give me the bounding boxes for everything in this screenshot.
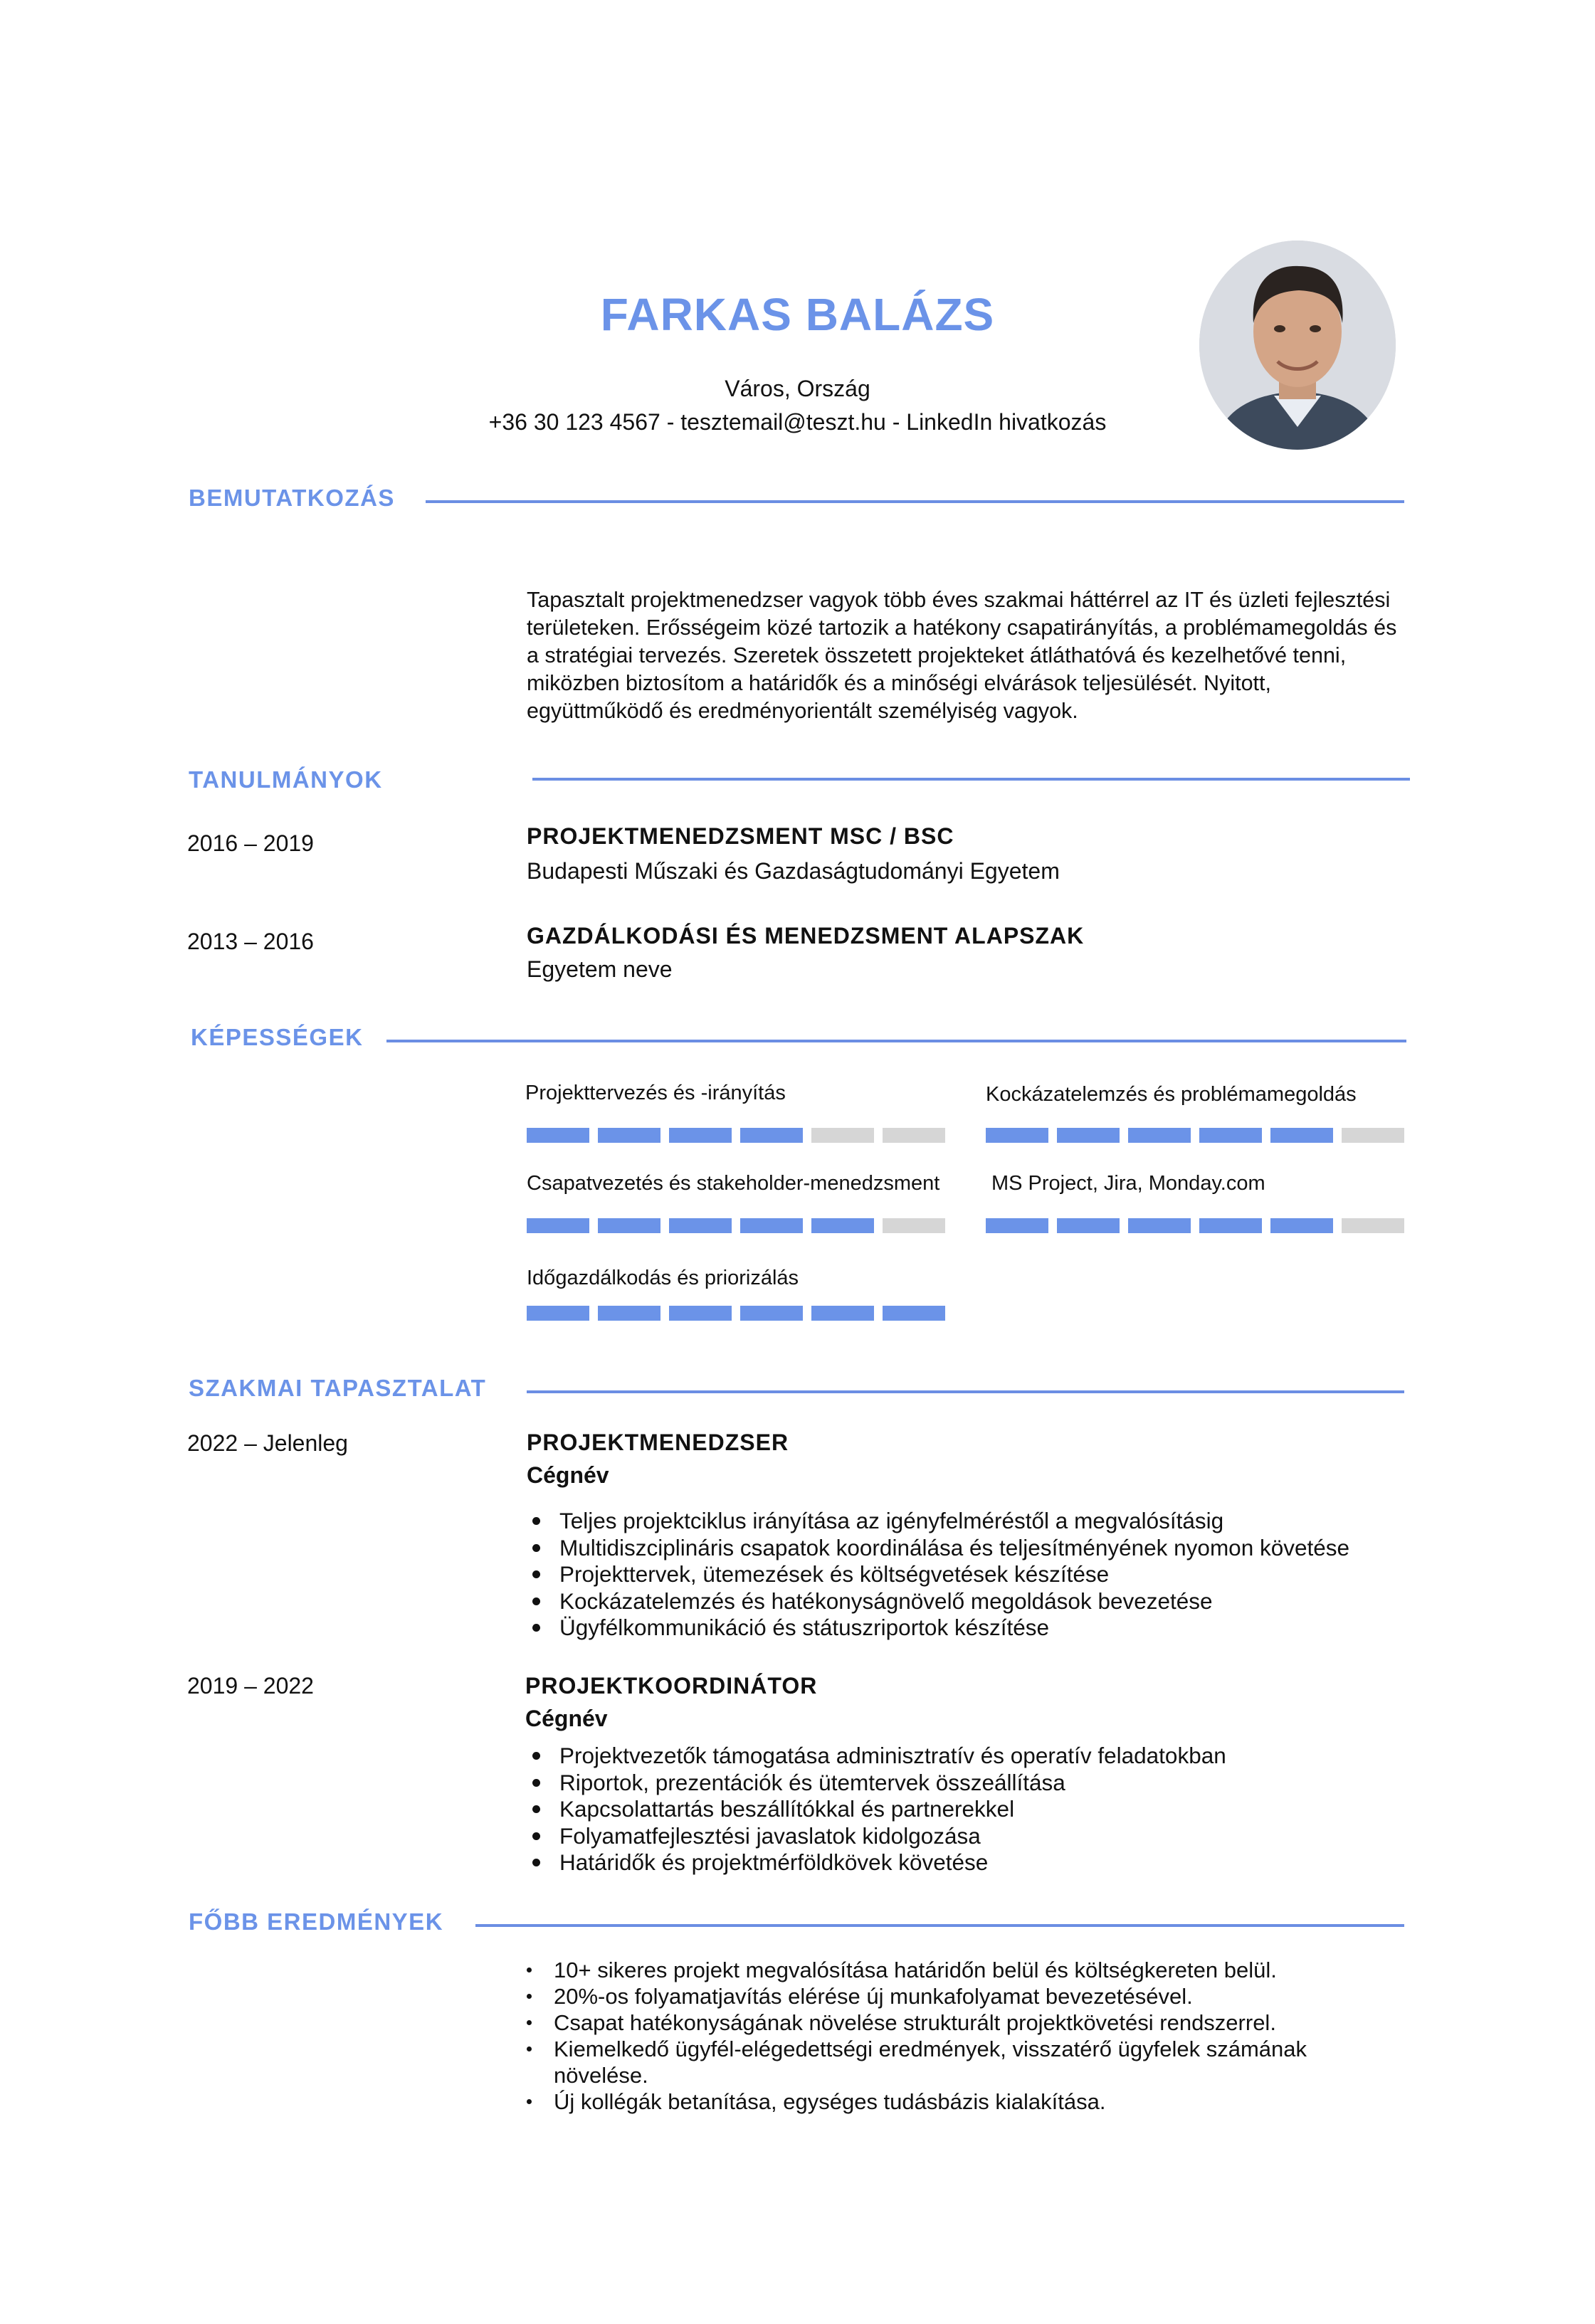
list-item: 20%-os folyamatjavítás elérése új munkafolyamat bevezetésével. [525,1983,1401,2009]
skill-label: MS Project, Jira, Monday.com [991,1172,1265,1195]
skill-level-bar [527,1128,945,1143]
skill-bar-filled [1270,1128,1333,1143]
skill-bar-filled [1199,1218,1262,1233]
skill-bar-filled [598,1306,660,1321]
section-heading-intro: BEMUTATKOZÁS [189,485,395,511]
skill-bar-filled [1270,1218,1333,1233]
achievements-list [525,1957,1401,2115]
skill-bar-empty [883,1128,945,1143]
skill-bar-empty [1342,1128,1404,1143]
list-item: Kapcsolattartás beszállítókkal és partnerekkel [530,1796,1226,1823]
skill-label: Csapatvezetés és stakeholder-menedzsment [527,1172,940,1195]
list-item: Új kollégák betanítása, egységes tudásbázis kialakítása. [525,2088,1401,2115]
section-divider [532,778,1410,781]
list-item: Kiemelkedő ügyfél-elégedettségi eredmények, visszatérő ügyfelek számának növelése. [525,2036,1401,2088]
skill-bar-filled [527,1218,589,1233]
skill-bar-empty [1342,1218,1404,1233]
skill-bar-empty [883,1218,945,1233]
section-divider [527,1390,1404,1393]
education-dates: 2013 – 2016 [187,929,314,954]
section-heading-achievements: FŐBB EREDMÉNYEK [189,1908,444,1935]
skill-bar-empty [811,1128,874,1143]
job-duties-list [530,1743,1226,1876]
list-item: Teljes projektciklus irányítása az igényfelméréstől a megvalósításig [530,1508,1349,1535]
list-item: Kockázatelemzés és hatékonyságnövelő megoldások bevezetése [530,1588,1349,1615]
company-name: Cégnév [527,1462,609,1488]
section-heading-skills: KÉPESSÉGEK [191,1024,364,1050]
skill-bar-filled [740,1128,803,1143]
list-item: Riportok, prezentációk és ütemtervek összeállítása [530,1770,1226,1797]
skill-level-bar [986,1218,1404,1233]
skill-bar-filled [1057,1128,1120,1143]
candidate-name: FARKAS BALÁZS [600,289,995,340]
skill-level-bar [527,1306,945,1321]
list-item: 10+ sikeres projekt megvalósítása határidőn belül és költségkereten belül. [525,1957,1401,1983]
job-title: PROJEKTKOORDINÁTOR [525,1673,818,1699]
list-item: Projekttervek, ütemezések és költségvetések készítése [530,1561,1349,1588]
education-school: Egyetem neve [527,956,673,982]
location: Város, Ország [725,376,870,401]
education-degree: PROJEKTMENEDZSMENT MSC / BSC [527,823,954,849]
job-duties-list [530,1508,1349,1642]
skill-bar-filled [883,1306,945,1321]
skill-bar-filled [1128,1218,1191,1233]
skill-bar-filled [811,1306,874,1321]
education-dates: 2016 – 2019 [187,830,314,856]
job-title: PROJEKTMENEDZSER [527,1430,789,1455]
section-divider [426,500,1404,503]
skill-bar-filled [669,1218,732,1233]
profile-photo [1199,241,1396,450]
section-heading-experience: SZAKMAI TAPASZTALAT [189,1375,487,1401]
skill-level-bar [986,1128,1404,1143]
company-name: Cégnév [525,1706,608,1731]
skill-bar-filled [986,1218,1048,1233]
list-item: Határidők és projektmérföldkövek követése [530,1849,1226,1876]
skill-label: Kockázatelemzés és problémamegoldás [986,1083,1357,1106]
skill-bar-filled [669,1306,732,1321]
list-item: Ügyfélkommunikáció és státuszriportok készítése [530,1615,1349,1642]
list-item: Folyamatfejlesztési javaslatok kidolgozása [530,1823,1226,1850]
skill-bar-filled [1199,1128,1262,1143]
section-divider [386,1040,1406,1042]
skill-bar-filled [740,1306,803,1321]
skill-bar-filled [811,1218,874,1233]
list-item: Csapat hatékonyságának növelése strukturált projektkövetési rendszerrel. [525,2009,1401,2036]
skill-bar-filled [598,1128,660,1143]
list-item: Projektvezetők támogatása adminisztratív és operatív feladatokban [530,1743,1226,1770]
skill-bar-filled [1128,1128,1191,1143]
contact-line: +36 30 123 4567 - tesztemail@teszt.hu - LinkedIn hivatkozás [488,409,1107,435]
skill-level-bar [527,1218,945,1233]
skill-bar-filled [740,1218,803,1233]
skill-bar-filled [527,1306,589,1321]
skill-label: Időgazdálkodás és priorizálás [527,1267,799,1289]
section-heading-education: TANULMÁNYOK [189,766,383,793]
skill-bar-filled [527,1128,589,1143]
skill-bar-filled [1057,1218,1120,1233]
skill-bar-filled [669,1128,732,1143]
education-school: Budapesti Műszaki és Gazdaságtudományi Egyetem [527,858,1060,884]
profile-summary: Tapasztalt projektmenedzser vagyok több éves szakmai háttérrel az IT és üzleti fejlesztési területeken. Erősségeim közé tartozik a hatékony csapatirányítás, a problémamegoldás és a stratégiai tervezés. Szeretek összetett projekteket átláthatóvá és kezelhetővé tenni, miközben biztosítom a határidők és a minőségi elvárások teljesülését. Nyitott, együttműködő és eredményorientált személyiség vagyok. [527,588,1397,723]
section-divider [475,1924,1404,1927]
experience-dates: 2019 – 2022 [187,1673,314,1699]
experience-dates: 2022 – Jelenleg [187,1430,348,1456]
education-degree: GAZDÁLKODÁSI ÉS MENEDZSMENT ALAPSZAK [527,923,1085,949]
person-portrait-icon [1199,241,1396,450]
skill-bar-filled [986,1128,1048,1143]
list-item: Multidiszciplináris csapatok koordinálása és teljesítményének nyomon követése [530,1535,1349,1562]
skill-label: Projekttervezés és -irányítás [525,1082,786,1104]
skill-bar-filled [598,1218,660,1233]
